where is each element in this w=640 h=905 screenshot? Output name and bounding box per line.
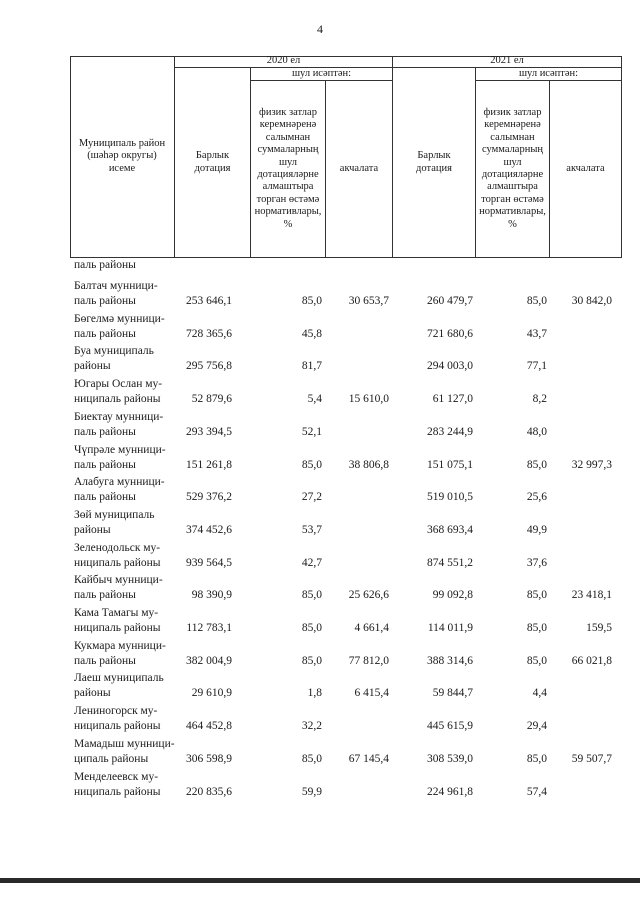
- cell-c21: 32 997,3: [571, 458, 612, 471]
- cell-n21: 48,0: [526, 425, 547, 438]
- cell-t21: 519 010,5: [427, 491, 473, 504]
- district-name: [74, 410, 182, 440]
- cell-c20: 77 812,0: [348, 654, 389, 667]
- table-row: [0, 606, 640, 638]
- district-name-line2: паль районы: [74, 654, 136, 667]
- cell-t21: 114 011,9: [427, 622, 473, 634]
- district-name-line1: Балтач мунници-: [74, 280, 158, 292]
- year-2020-header: 2020 ел: [175, 56, 393, 68]
- cash-2020-header: акчалата: [326, 81, 393, 258]
- table-row: [0, 443, 640, 475]
- cell-n20: 85,0: [301, 622, 322, 634]
- cell-n21: 37,6: [526, 556, 547, 569]
- cell-n20: 85,0: [301, 458, 322, 471]
- district-name-line1: Менделеевск му-: [74, 770, 159, 783]
- district-name-line1: Мамадыш мунници-: [74, 737, 175, 750]
- cell-t20: 52 879,6: [191, 393, 232, 406]
- district-name-line1: Бөгелмә мунници-: [74, 312, 165, 325]
- page-bottom-border: [0, 878, 640, 883]
- district-name-line2: ниципаль районы: [74, 556, 161, 569]
- cell-t21: 260 479,7: [427, 295, 473, 307]
- district-name-line2: паль районы: [74, 458, 136, 471]
- cell-c20: 15 610,0: [348, 393, 389, 406]
- cell-t20: 529 376,2: [186, 491, 232, 504]
- cell-n20: 45,8: [301, 327, 322, 340]
- district-name-line2: ниципаль районы: [74, 393, 161, 406]
- cell-t21: 151 075,1: [427, 458, 473, 471]
- cell-t20: 939 564,5: [186, 556, 232, 569]
- cell-n21: 85,0: [526, 458, 547, 471]
- cell-t20: 293 394,5: [186, 425, 232, 438]
- cell-c21: 23 418,1: [571, 589, 612, 602]
- cell-n20: 27,2: [301, 491, 322, 504]
- continued-row-label: паль районы: [74, 259, 136, 271]
- cell-n21: 77,1: [526, 360, 547, 373]
- cell-c20: 67 145,4: [348, 752, 389, 765]
- district-name-line1: Зеленодольск му-: [74, 541, 161, 554]
- total-2020-header: Барлык дотация: [175, 68, 251, 258]
- year-2021-header: 2021 ел: [393, 56, 622, 68]
- table-row: [0, 573, 640, 605]
- cell-t20: 374 452,6: [186, 523, 232, 536]
- cell-n21: 25,6: [526, 491, 547, 504]
- district-name-line2: паль районы: [74, 491, 136, 504]
- district-name-line2: ципаль районы: [74, 752, 149, 765]
- cell-t20: 253 646,1: [186, 295, 232, 307]
- including-2021-header: шул исәптән:: [476, 68, 622, 81]
- cell-t20: 728 365,6: [186, 327, 232, 340]
- district-name-line1: Биектау мунници-: [74, 410, 164, 423]
- cell-n21: 57,4: [526, 785, 547, 798]
- cell-n21: 85,0: [526, 295, 547, 307]
- district-name-line2: ниципаль районы: [74, 785, 161, 798]
- including-2020-header: шул исәптән:: [251, 68, 393, 81]
- district-name-line2: ниципаль районы: [74, 720, 161, 733]
- cell-n21: 85,0: [526, 752, 547, 765]
- cell-t20: 220 835,6: [186, 785, 232, 798]
- district-name-line1: Лаеш муниципаль: [74, 672, 164, 685]
- cell-t21: 99 092,8: [432, 589, 473, 602]
- district-name-line2: ниципаль районы: [74, 622, 161, 634]
- district-name: [74, 639, 182, 669]
- cell-n20: 53,7: [301, 523, 322, 536]
- cell-t20: 464 452,8: [186, 720, 232, 733]
- district-name: [74, 704, 182, 734]
- cell-c20: 30 653,7: [348, 295, 389, 307]
- district-name: [74, 508, 182, 538]
- cell-t20: 112 783,1: [186, 622, 232, 634]
- cell-n20: 85,0: [301, 295, 322, 307]
- cell-t21: 368 693,4: [427, 523, 473, 536]
- norm-2021-header: физик затлар керемнәренә салымнан суммаларның шул дотацияләрне алмаштыра торган өстәмә нормативлары, %: [476, 81, 550, 258]
- district-name: [74, 344, 182, 374]
- cell-n20: 32,2: [301, 720, 322, 733]
- table-row: [0, 704, 640, 736]
- cell-n21: 85,0: [526, 654, 547, 667]
- cell-n21: 85,0: [526, 622, 547, 634]
- district-name: [74, 541, 182, 571]
- cell-n20: 1,8: [307, 687, 322, 700]
- cell-n20: 85,0: [301, 752, 322, 765]
- district-name-line2: паль районы: [74, 589, 136, 602]
- district-name-line1: Кама Тамагы му-: [74, 607, 159, 619]
- cell-t20: 151 261,8: [186, 458, 232, 471]
- district-name-line1: Чүпрәле мунници-: [74, 443, 166, 456]
- district-name-line1: Зөй муниципаль: [74, 508, 155, 521]
- cell-c21: 59 507,7: [571, 752, 612, 765]
- cell-n21: 8,2: [532, 393, 547, 406]
- cell-t21: 721 680,6: [427, 327, 473, 340]
- district-name: [74, 377, 182, 407]
- table-row: [0, 639, 640, 671]
- cell-c20: 4 661,4: [354, 622, 389, 634]
- cell-c21: 159,5: [586, 622, 612, 634]
- district-name-line2: районы: [74, 360, 111, 373]
- district-name-line1: Алабуга мунници-: [74, 476, 165, 489]
- district-name: [74, 606, 182, 636]
- cell-c20: 38 806,8: [348, 458, 389, 471]
- district-name-line1: Кукмара мунници-: [74, 639, 166, 652]
- district-name: [74, 770, 182, 800]
- cell-n21: 29,4: [526, 720, 547, 733]
- norm-2020-header: физик затлар керемнәренә салымнан суммаларның шул дотацияләрне алмаштыра торган өстәмә нормативлары, %: [251, 81, 326, 258]
- cell-n20: 85,0: [301, 654, 322, 667]
- table-row: [0, 737, 640, 769]
- cell-n21: 85,0: [526, 589, 547, 602]
- cell-t20: 29 610,9: [191, 687, 232, 700]
- district-name-line1: Югары Ослан му-: [74, 378, 163, 391]
- district-name: [74, 279, 182, 309]
- cell-n20: 59,9: [301, 785, 322, 798]
- district-name: [74, 737, 182, 767]
- cell-n20: 5,4: [307, 393, 322, 406]
- district-name-line1: Буа муниципаль: [74, 345, 154, 358]
- cell-t21: 308 539,0: [427, 752, 473, 765]
- name-column-header: Муниципаль район (шәһәр округы) исеме: [70, 56, 175, 258]
- cell-t21: 445 615,9: [427, 720, 473, 733]
- table-row: [0, 377, 640, 409]
- table-row: [0, 344, 640, 376]
- cell-c20: 6 415,4: [354, 687, 389, 700]
- district-name-line2: паль районы: [74, 295, 136, 307]
- cell-t21: 224 961,8: [427, 785, 473, 798]
- table-row: [0, 541, 640, 573]
- table-row: [0, 770, 640, 802]
- table-row: [0, 279, 640, 311]
- district-name-line1: Лениногорск му-: [74, 705, 158, 718]
- page-number: 4: [317, 22, 323, 36]
- district-name-line2: паль районы: [74, 425, 136, 438]
- table-row: [0, 475, 640, 507]
- cell-t20: 295 756,8: [186, 360, 232, 373]
- cell-n20: 85,0: [301, 589, 322, 602]
- district-name: [74, 671, 182, 701]
- table-row: [0, 671, 640, 703]
- table-row: [0, 410, 640, 442]
- cell-n21: 49,9: [526, 523, 547, 536]
- cell-t21: 59 844,7: [432, 687, 473, 700]
- cell-c21: 66 021,8: [571, 654, 612, 667]
- district-name: [74, 475, 182, 505]
- district-name-line2: паль районы: [74, 327, 136, 340]
- table-row: [0, 508, 640, 540]
- cell-t21: 294 003,0: [427, 360, 473, 373]
- cell-t21: 388 314,6: [427, 654, 473, 667]
- district-name: [74, 443, 182, 473]
- cell-n21: 4,4: [532, 687, 547, 700]
- cell-t20: 382 004,9: [186, 654, 232, 667]
- cash-2021-header: акчалата: [550, 81, 622, 258]
- district-name-line1: Кайбыч мунници-: [74, 574, 163, 587]
- cell-n20: 81,7: [301, 360, 322, 373]
- cell-t21: 283 244,9: [427, 425, 473, 438]
- cell-c20: 25 626,6: [348, 589, 389, 602]
- cell-n20: 52,1: [301, 425, 322, 438]
- cell-n20: 42,7: [301, 556, 322, 569]
- cell-n21: 43,7: [526, 327, 547, 340]
- cell-t21: 874 551,2: [427, 556, 473, 569]
- district-name: [74, 312, 182, 342]
- cell-c21: 30 842,0: [571, 295, 612, 307]
- district-name-line2: районы: [74, 523, 111, 536]
- district-name-line2: районы: [74, 687, 111, 700]
- cell-t20: 306 598,9: [186, 752, 232, 765]
- cell-t21: 61 127,0: [432, 393, 473, 406]
- total-2021-header: Барлык дотация: [393, 68, 476, 258]
- table-row: [0, 312, 640, 344]
- district-name: [74, 573, 182, 603]
- cell-t20: 98 390,9: [191, 589, 232, 602]
